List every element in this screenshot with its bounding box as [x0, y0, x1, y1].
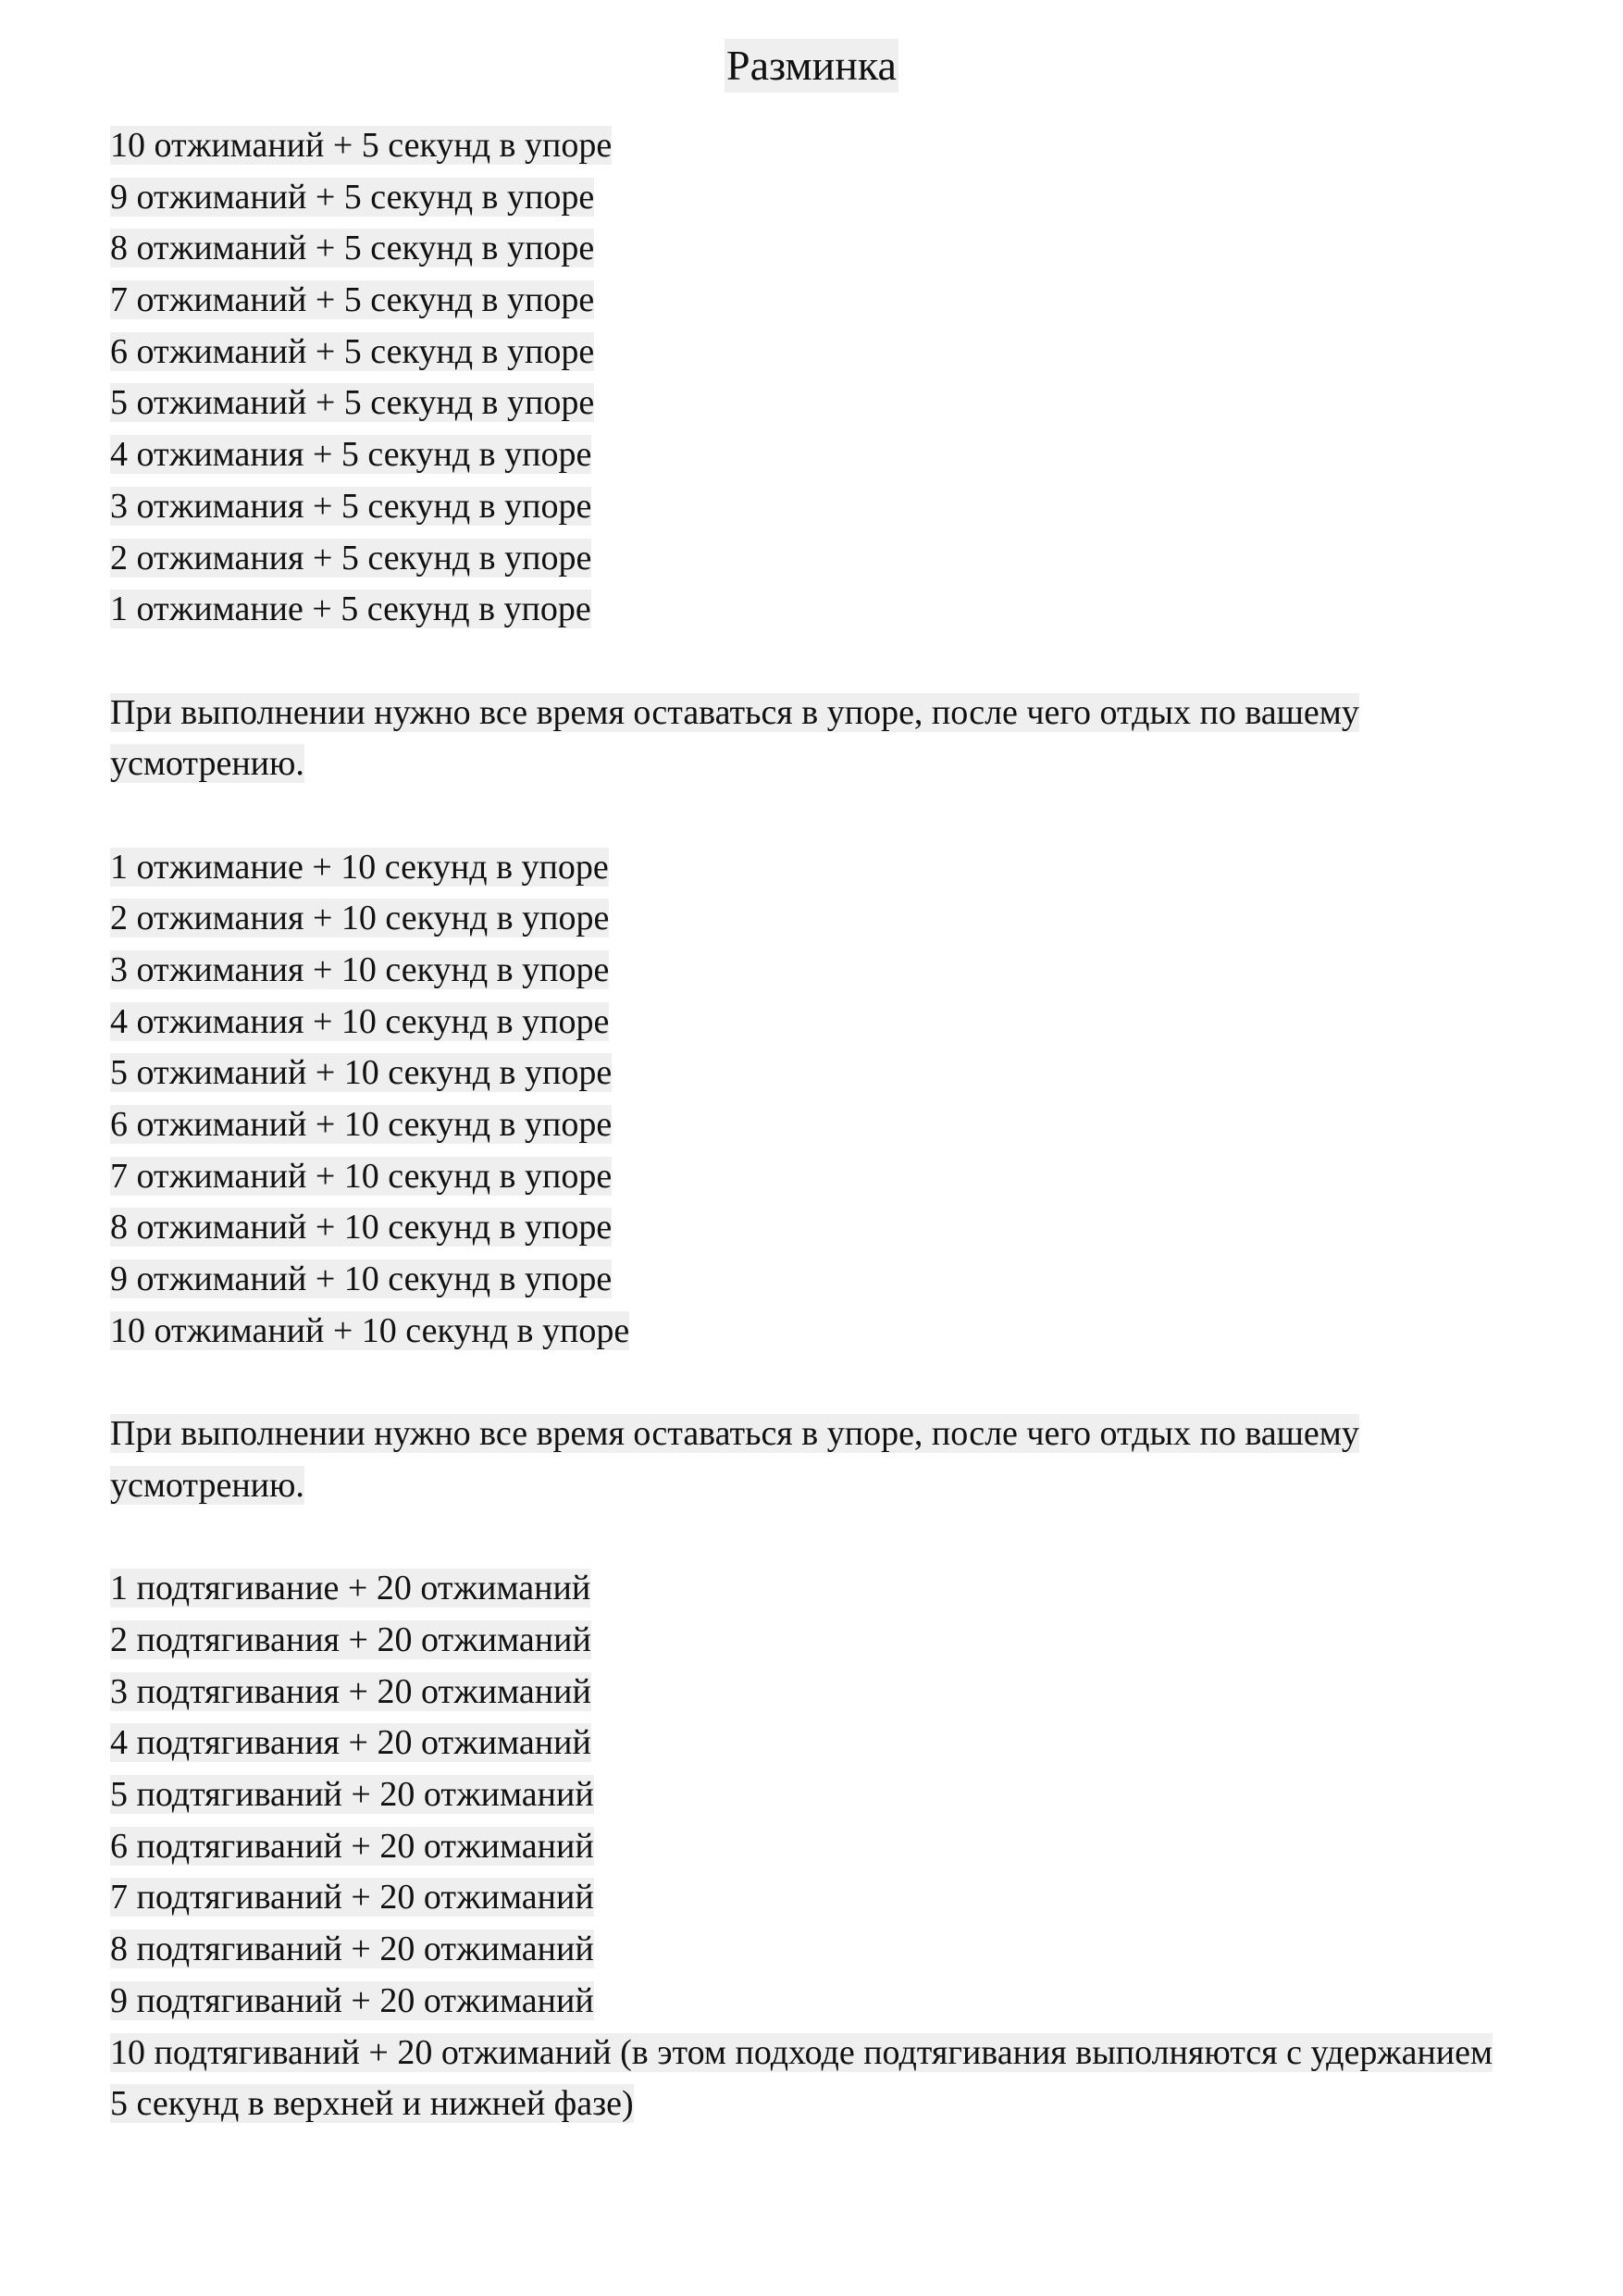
- list-item: 5 отжиманий + 10 секунд в упоре: [110, 1053, 613, 1093]
- list-item: 7 подтягиваний + 20 отжиманий: [110, 1878, 594, 1917]
- list-item-final: 10 подтягиваний + 20 отжиманий (в этом подходе подтягивания выполняются с удержанием 5 секунд в верхней и нижней фазе): [110, 2032, 1493, 2124]
- list-item: 3 отжимания + 10 секунд в упоре: [110, 950, 610, 990]
- spacer: [110, 1512, 1517, 1564]
- spacer: [110, 636, 1517, 688]
- list-item: 9 подтягиваний + 20 отжиманий: [110, 1980, 594, 2020]
- list-item: 4 подтягивания + 20 отжиманий: [110, 1723, 591, 1763]
- block-2-list: [110, 842, 1517, 1358]
- list-item: 5 подтягиваний + 20 отжиманий: [110, 1775, 594, 1815]
- list-item: 4 отжимания + 10 секунд в упоре: [110, 1001, 610, 1041]
- list-item: 3 отжимания + 5 секунд в упоре: [110, 486, 592, 526]
- list-item: 4 отжимания + 5 секунд в упоре: [110, 435, 592, 475]
- list-item: 1 подтягивание + 20 отжиманий: [110, 1569, 591, 1608]
- list-item: 2 отжимания + 10 секунд в упоре: [110, 899, 610, 938]
- list-item: 10 отжиманий + 10 секунд в упоре: [110, 1310, 630, 1350]
- document-body: [110, 120, 1517, 2130]
- list-item: 10 отжиманий + 5 секунд в упоре: [110, 126, 613, 165]
- block-1-note: При выполнении нужно все время оставаться в упоре, после чего отдых по вашему усмотрению.: [110, 692, 1359, 784]
- spacer: [110, 790, 1517, 842]
- list-item: 6 отжиманий + 10 секунд в упоре: [110, 1105, 613, 1145]
- list-item: 5 отжиманий + 5 секунд в упоре: [110, 383, 595, 423]
- list-item: 8 отжиманий + 5 секунд в упоре: [110, 229, 595, 268]
- list-item: 1 отжимание + 10 секунд в упоре: [110, 847, 609, 887]
- list-item: 7 отжиманий + 5 секунд в упоре: [110, 280, 595, 320]
- page-title: Разминка: [725, 39, 898, 93]
- block-3-list: [110, 1563, 1517, 2130]
- list-item: 2 подтягивания + 20 отжиманий: [110, 1620, 591, 1659]
- title-row: [0, 39, 1623, 93]
- list-item: 8 отжиманий + 10 секунд в упоре: [110, 1208, 613, 1247]
- block-1-list: [110, 120, 1517, 636]
- list-item: 1 отжимание + 5 секунд в упоре: [110, 590, 591, 629]
- list-item: 9 отжиманий + 5 секунд в упоре: [110, 177, 595, 217]
- list-item: 8 подтягиваний + 20 отжиманий: [110, 1930, 594, 1969]
- spacer: [110, 1358, 1517, 1409]
- list-item: 9 отжиманий + 10 секунд в упоре: [110, 1260, 613, 1299]
- list-item: 7 отжиманий + 10 секунд в упоре: [110, 1156, 613, 1196]
- list-item: 3 подтягивания + 20 отжиманий: [110, 1671, 591, 1711]
- list-item: 6 подтягиваний + 20 отжиманий: [110, 1826, 594, 1866]
- block-2-note: При выполнении нужно все время оставаться в упоре, после чего отдых по вашему усмотрению.: [110, 1414, 1359, 1505]
- list-item: 6 отжиманий + 5 секунд в упоре: [110, 331, 595, 371]
- list-item: 2 отжимания + 5 секунд в упоре: [110, 538, 592, 577]
